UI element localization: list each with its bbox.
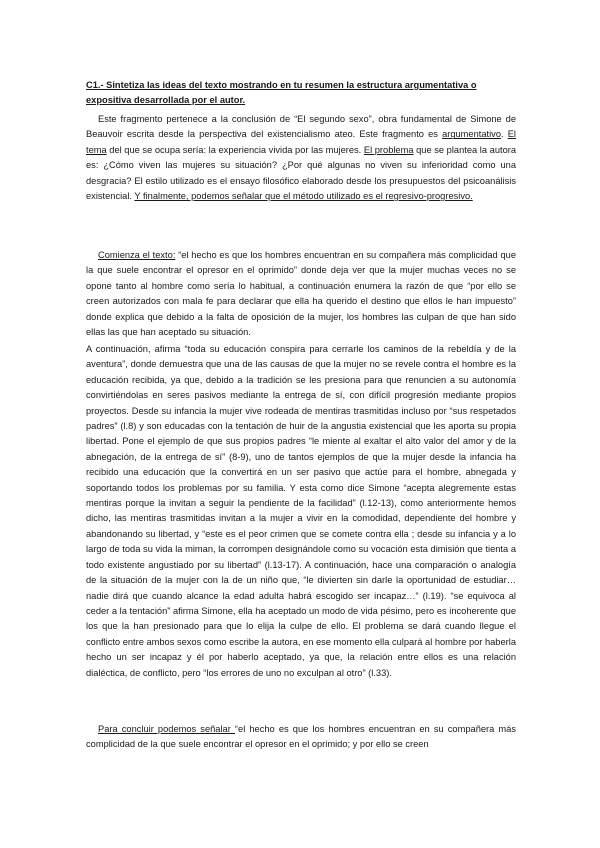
intro-text-2: . [501, 129, 508, 140]
beginning-text: “el hecho es que los hombres encuentran en su compañera más complicidad que la que suele encontrar el opresor en el oprimido” donde deja ver que la mujer muchas veces no se opone tanto al hombre como sería lo habitual, a continuación enumera la razón de que “por ello se creen autorizados con mala fe para declarar que ella ha querido el destino que ellos le han impuesto” donde explica que debido a la falta de oposición de la mujer, los hombres las culpan de que han sido ellas las que han aceptado su situación. [86, 250, 517, 338]
beginning-label: Comienza el texto: [98, 250, 176, 260]
intro-underline-argumentativo: argumentativo [442, 129, 501, 140]
conclusion-label: Para concluir podemos señalar [98, 724, 235, 734]
development-paragraph: A continuación, afirma “toda su educación conspira para cerrarle los caminos de la rebeldía y de la aventura”, donde demuestra que una de las causas de que la mujer no se revele contra el hombre es la educación recibida, ya que, debido a la tradición se les presiona para que renuncien a su autonomía convirtiéndolas en seres pasivos mediante la entrega de sí, con difícil progresión mediante propios proyectos. Desde su infancia la mujer vive rodeada de mentiras trasmitidas incluso por “sus respetados padres” (l.8) y son educadas con la tentación de huir de la angustia existencial que les aporta su propia libertad. Pone el ejemplo de que sus propios padres “le miente al exaltar el alto valor del amor y de la abnegación, de la entrega de sí” (8-9), uno de tantos ejemplos de que la mujer desde la infancia ha recibido una educación que la convertirá en un ser pasivo que actúe para el hombre, abnegada y soportando todos los problemas por su familia. Y esta como dice Simone “acepta alegremente estas mentiras porque la invitan a seguir la pendiente de la facilidad” (l.12-13), como anteriormente hemos dicho, las mentiras trasmitidas invitan a la mujer a vivir en la comodidad, dependiente del hombre y abandonando su libertad, y “este es el peor crimen que se comete contra ella ; desde su infancia y a lo largo de toda su vida la miman, la corrompen designándole como su vocación esta dimisión que tienta a todo existente angustiado por su libertad” (l.13-17). A continuación, hace una comparación o analogía de la situación de la mujer con la de un niño que, “le divierten sin darle la oportunidad de estudiar…nadie dirá que cuando alcance la edad adulta habrá escogido ser incapaz…” (l.19). “se equivoca al ceder a la tentación” afirma Simone, ella ha aceptado un modo de vida pésimo, pero es incoherente que los que la han presionado para que lo elija la culpe de ello. El problema se dará cuando llegue el conflicto entre ambos sexos como escribe la autora, en ese momento ella culpará al hombre por haberla hecho un ser incapaz y él por haberlo aceptado, ya que, la relación entre ellos es una relación dialéctica, de conflicto, pero “los errores de uno no exculpan al otro” (l.33). [86, 344, 516, 678]
intro-text-1: Este fragmento pertenece a la conclusión de “El segundo sexo”, obra fundamental de Simone de Beauvoir escrita desde la perspectiva del existencialismo ateo. Este fragmento es [86, 114, 516, 140]
intro-underline-metodo: Y finalmente, podemos señalar que el método utilizado es el regresivo-progresivo. [134, 191, 473, 202]
intro-underline-problema: El problema [363, 144, 414, 155]
conclusion-paragraph [86, 722, 516, 753]
conclusion-text: “el hecho es que los hombres encuentran en su compañera más complicidad de la que suele encontrar el opresor en el oprimido; y por ello se creen [86, 724, 516, 750]
beginning-paragraph [86, 248, 516, 340]
intro-text-3: del que se ocupa sería: la experiencia vivida por las mujeres. [106, 144, 364, 155]
question-heading: C1.- Sintetiza las ideas del texto mostrando en tu resumen la estructura argumentativa o expositiva desarrollada por el autor. [86, 80, 477, 106]
intro-text-4: que se plantea la autora es: ¿Cómo viven las mujeres su situación? ¿Por qué algunas no viven su inferioridad como una desgracia? El estilo utilizado es el ensayo filosófico elaborado desde los presupuestos del psicoanálisis existencial. [86, 144, 517, 202]
intro-underline-tema: El tema [86, 129, 516, 155]
intro-paragraph [86, 112, 516, 204]
